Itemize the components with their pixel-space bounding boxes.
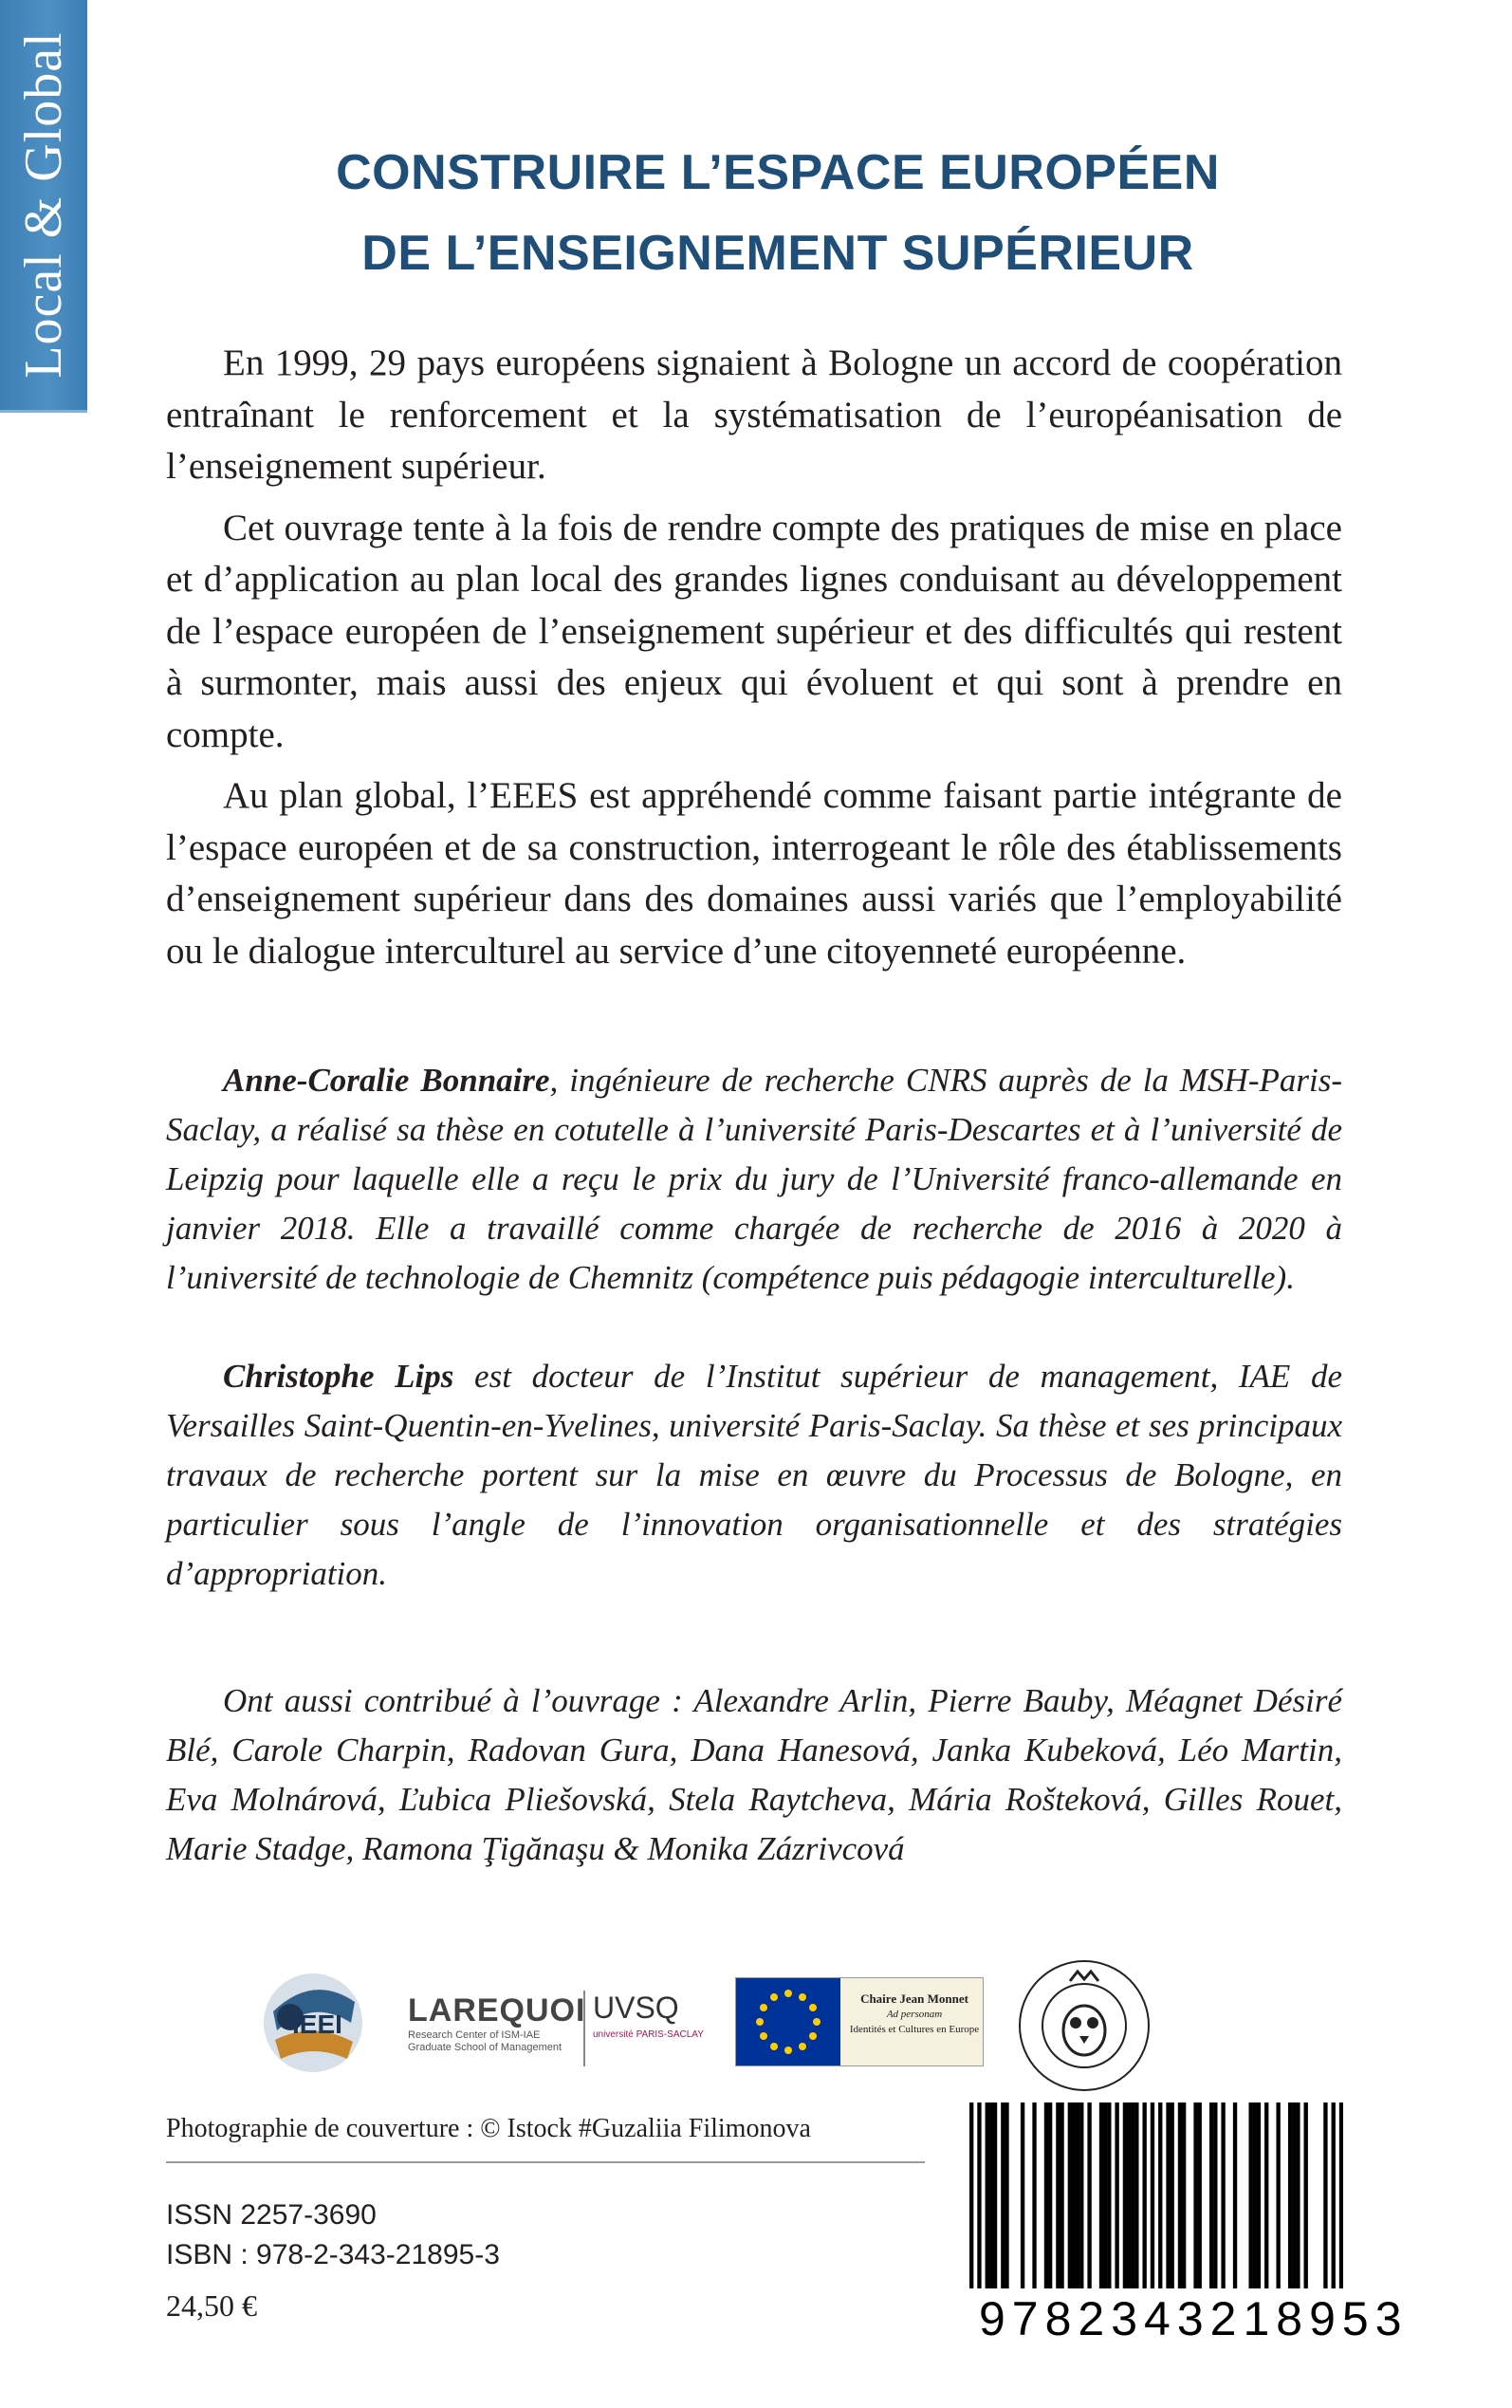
barcode-bar: [977, 2102, 981, 2288]
larequoi-sub-1: Research Center of ISM-IAE: [408, 2029, 541, 2041]
barcode-bar: [1166, 2102, 1170, 2288]
larequoi-logo: [408, 1992, 586, 2068]
photo-credit: Photographie de couverture : © Istock #Guzaliia Filimonova: [166, 2114, 811, 2143]
eu-flag-icon: [736, 1978, 840, 2065]
barcode-bar: [1209, 2102, 1213, 2288]
ieei-logo: [256, 1964, 370, 2087]
barcode-bar: [1107, 2102, 1111, 2288]
series-band-divider: [0, 410, 87, 413]
blurb-paragraph-3: Au plan global, l’EEES est appréhendé comme faisant partie intégrante de l’espace européen et de sa construction, interrogeant le rôle des établissements d’enseignement supérieur dans des domaines aussi variés que l’employabilité ou le dialogue interculturel au service d’une citoyenneté européenne.: [166, 775, 1342, 972]
barcode-bar: [1076, 2102, 1079, 2288]
barcode-bar: [1213, 2102, 1217, 2288]
blurb: [166, 338, 1342, 987]
title-line-1: CONSTRUIRE L’ESPACE EUROPÉEN: [336, 145, 1220, 200]
barcode-bar: [1292, 2102, 1296, 2288]
barcode-bar: [1198, 2102, 1202, 2288]
series-band: [0, 0, 87, 410]
barcode-bar: [1233, 2102, 1237, 2288]
larequoi-text: LAREQUOI: [408, 1992, 586, 2028]
barcode-bar: [1079, 2102, 1083, 2288]
barcode-bar: [1123, 2102, 1127, 2288]
price: 24,50 €: [166, 2288, 257, 2323]
barcode-bar: [1044, 2102, 1048, 2288]
author-2-name: Christophe Lips: [223, 1358, 454, 1395]
larequoi-sub-2: Graduate School of Management: [408, 2042, 562, 2053]
monnet-line-1: Chaire Jean Monnet: [860, 1991, 968, 2006]
barcode-bar: [1001, 2102, 1005, 2288]
jean-monnet-logo: [735, 1977, 984, 2066]
barcode-bar: [1056, 2102, 1060, 2288]
barcode-bar: [969, 2102, 973, 2288]
barcode-bar: [1134, 2102, 1138, 2288]
barcode-bar: [1257, 2102, 1261, 2288]
barcode-bar: [1182, 2102, 1186, 2288]
barcode-bar: [1032, 2102, 1036, 2288]
monnet-text: [848, 1991, 981, 2037]
faculty-seal-icon: [1013, 1954, 1155, 2097]
barcode-bar: [1142, 2102, 1146, 2288]
barcode-bar: [986, 2102, 989, 2288]
barcode-bar: [989, 2102, 993, 2288]
barcode-bar: [1021, 2102, 1024, 2288]
footer-divider: [166, 2161, 925, 2163]
barcode-bar: [993, 2102, 997, 2288]
uvsq-logo: [583, 1991, 711, 2066]
barcode-bar: [1131, 2102, 1134, 2288]
title-line-2: DE L’ENSEIGNEMENT SUPÉRIEUR: [361, 226, 1194, 281]
author-1-text: , ingénieure de recherche CNRS auprès de la MSH-Paris-Saclay, a réalisé sa thèse en cotutelle à l’université Paris-Descartes et à l’université de Leipzig pour laquelle elle a reçu le prix du jury de l’Université franco-allemande en janvier 2018. Elle a travaillé comme chargée de recherche de 2016 à 2020 à l’université de technologie de Chemnitz (compétence puis pédagogie interculturelle).: [166, 1062, 1342, 1296]
barcode-bar: [1276, 2102, 1280, 2288]
barcode-bar: [1178, 2102, 1182, 2288]
blurb-paragraph-1: En 1999, 29 pays européens signaient à Bologne un accord de coopération entraînant le renforcement et la systématisation de l’européanisation de l’enseignement supérieur.: [166, 343, 1342, 487]
barcode-bar: [1264, 2102, 1268, 2288]
barcode-bar: [1253, 2102, 1257, 2288]
barcode-bar: [1158, 2102, 1162, 2288]
barcode-bar: [1221, 2102, 1225, 2288]
barcode-bar: [1005, 2102, 1008, 2288]
author-1-name: Anne-Coralie Bonnaire: [223, 1062, 550, 1099]
series-label: Local & Global: [14, 31, 73, 379]
barcode-bar: [1323, 2102, 1327, 2288]
barcode-bar: [1248, 2102, 1252, 2288]
ieei-text: IEEI: [292, 2010, 342, 2039]
author-bio-1: [166, 1056, 1342, 1303]
barcode-bar: [1068, 2102, 1072, 2288]
contributors: [166, 1676, 1342, 1874]
barcode-bar: [1171, 2102, 1174, 2288]
barcode-digits: 9782343218953: [979, 2292, 1409, 2345]
barcode-bar: [1193, 2102, 1197, 2288]
monnet-line-3: Identités et Cultures en Europe: [849, 2024, 980, 2035]
barcode-bar: [1103, 2102, 1107, 2288]
blurb-paragraph-2: Cet ouvrage tente à la fois de rendre compte des pratiques de mise en place et d’application au plan local des grandes lignes conduisant au développement de l’espace européen de l’enseignement supérieur et des difficultés qui restent à surmonter, mais aussi des enjeux qui évoluent et qui sont à prendre en compte.: [166, 507, 1342, 755]
barcode-bar: [1288, 2102, 1292, 2288]
barcode-bar: [1048, 2102, 1052, 2288]
logo-row: [256, 1954, 1224, 2097]
barcode-bar: [1072, 2102, 1076, 2288]
barcode-bar: [1060, 2102, 1063, 2288]
barcode-bar: [1127, 2102, 1131, 2288]
barcode-bar: [1115, 2102, 1118, 2288]
barcode-bar: [1332, 2102, 1336, 2288]
barcode-bar: [1151, 2102, 1154, 2288]
barcode-bar: [1339, 2102, 1343, 2288]
barcode-bar: [1087, 2102, 1091, 2288]
issn: ISSN 2257-3690: [166, 2199, 377, 2231]
book-title: [237, 133, 1318, 294]
barcode-bar: [1296, 2102, 1300, 2288]
barcode: [969, 2102, 1343, 2288]
barcode-bar: [1304, 2102, 1308, 2288]
author-bio-2: [166, 1352, 1342, 1599]
uvsq-text: UVSQ: [593, 1991, 679, 2025]
faculty-seal-logo: [1013, 1954, 1155, 2097]
author-2-text: est docteur de l’Institut supérieur de management, IAE de Versailles Saint-Quentin-en-Yvelines, université Paris-Saclay. Sa thèse et ses principaux travaux de recherche portent sur la mise en œuvre du Processus de Bologne, en particulier sous l’angle de l’innovation organisationnelle et des stratégies d’appropriation.: [166, 1358, 1342, 1592]
monnet-line-2: Ad personam: [886, 2009, 943, 2020]
barcode-bar: [1099, 2102, 1103, 2288]
contributors-text: Ont aussi contribué à l’ouvrage : Alexandre Arlin, Pierre Bauby, Méagnet Désiré Blé, Carole Charpin, Radovan Gura, Dana Hanesová, Janka Kubeková, Léo Martin, Eva Molnárová, Ľubica Pliešovská, Stela Raytcheva, Mária Rošteková, Gilles Rouet, Marie Stadge, Ramona Ţigănaşu & Monika Zázrivcová: [166, 1682, 1342, 1867]
uvsq-sub: université PARIS-SACLAY: [593, 2029, 704, 2040]
isbn: ISBN : 978-2-343-21895-3: [166, 2239, 500, 2270]
